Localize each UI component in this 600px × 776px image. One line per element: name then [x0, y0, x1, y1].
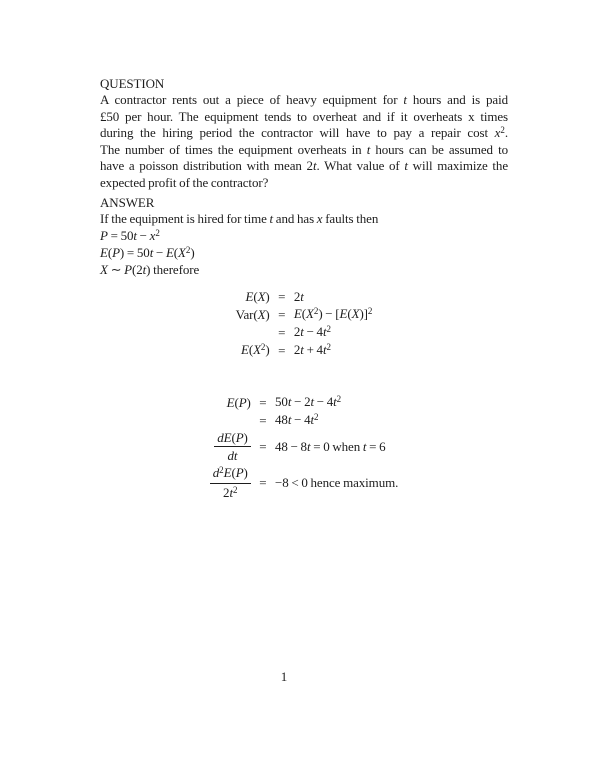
- math-variable: E: [339, 306, 348, 322]
- math-variable: X: [100, 262, 108, 278]
- superscript: 2: [314, 412, 319, 423]
- math-variable: t: [310, 394, 314, 410]
- math-variable: t: [300, 288, 304, 304]
- text-segment: −: [136, 227, 150, 243]
- text-segment: (: [248, 342, 254, 358]
- math-variable: X: [305, 306, 314, 322]
- math-variable: E: [100, 244, 108, 260]
- superscript: 2: [155, 227, 160, 238]
- text-segment: + 4: [303, 342, 323, 358]
- text-line: [100, 142, 508, 158]
- equation-row: [210, 394, 399, 412]
- text-segment: hours and is paid: [406, 92, 508, 108]
- math-variable: dt: [227, 448, 238, 464]
- text-segment: hours can be assumed to: [370, 142, 508, 158]
- text-segment: −8 < 0 hence maximum.: [275, 475, 399, 491]
- fraction: [214, 430, 251, 464]
- question-heading: QUESTION: [100, 76, 165, 91]
- text-segment: (: [234, 394, 239, 410]
- equation-row: [236, 324, 373, 342]
- superscript: 2: [260, 342, 266, 353]
- text-segment: and has: [273, 211, 317, 227]
- text-segment: ) = 50: [119, 244, 150, 260]
- text-segment: faults then: [322, 211, 379, 227]
- text-segment: 2: [293, 342, 301, 358]
- equation-lhs: [236, 289, 270, 306]
- equation-rhs: [275, 464, 398, 502]
- text-segment: ) − [: [318, 306, 340, 322]
- text-segment: 2: [223, 484, 230, 500]
- math-variable: t: [229, 484, 233, 500]
- math-variable: x: [149, 227, 156, 243]
- equation-lhs: [210, 412, 251, 430]
- text-segment: ): [190, 244, 195, 260]
- text-segment: = 0 when: [310, 439, 363, 455]
- math-variable: X: [253, 342, 261, 358]
- text-segment: −: [153, 244, 166, 260]
- math-variable: d: [212, 464, 220, 480]
- math-variable: t: [269, 211, 274, 227]
- superscript: 2: [500, 124, 505, 135]
- equation-rhs: [294, 289, 373, 306]
- equation-relation: =: [259, 439, 267, 455]
- text-segment: (: [231, 430, 236, 446]
- text-segment: 48 − 8: [275, 439, 307, 455]
- text-segment: Var(: [235, 306, 258, 322]
- equation-lhs: [236, 306, 270, 324]
- superscript: 2: [313, 306, 319, 317]
- equation-lhs: [210, 394, 251, 412]
- equation-relation: =: [259, 412, 267, 428]
- text-segment: (: [347, 306, 352, 322]
- document-content: [100, 76, 508, 503]
- math-variable: P: [235, 464, 244, 480]
- fraction-denominator: [210, 484, 251, 503]
- superscript: 2: [326, 342, 331, 353]
- text-segment: ∼: [107, 262, 125, 278]
- math-variable: t: [310, 412, 314, 428]
- text-segment: − 2: [291, 394, 311, 410]
- text-segment: If the equipment is hired for time: [100, 211, 270, 227]
- equation-row: [210, 464, 399, 502]
- superscript: 2: [367, 306, 373, 317]
- text-line: [100, 175, 508, 191]
- math-variable: t: [312, 158, 317, 174]
- text-segment: . What value of: [316, 158, 405, 174]
- equation-relation: =: [259, 394, 267, 410]
- text-segment: (: [231, 464, 236, 480]
- text-segment: (: [107, 244, 113, 260]
- equation-rhs: [275, 412, 398, 430]
- math-variable: E: [223, 464, 232, 480]
- text-segment: ) therefore: [146, 262, 200, 278]
- text-segment: )]: [359, 306, 368, 322]
- text-segment: £50 per hour. The equipment tends to overheat and if it overheats x times: [100, 108, 508, 124]
- equation-rhs: [294, 342, 373, 360]
- math-variable: X: [257, 306, 266, 322]
- math-variable: t: [322, 324, 327, 340]
- text-line: [100, 92, 508, 108]
- math-variable: E: [293, 306, 302, 322]
- math-variable: t: [142, 262, 147, 278]
- math-variable: E: [165, 244, 174, 260]
- text-segment: − 4: [314, 394, 334, 410]
- equation-relation: =: [278, 306, 286, 322]
- equation-row: [210, 412, 399, 430]
- text-segment: will maximize the: [407, 158, 509, 174]
- equation-lhs: [210, 464, 251, 502]
- math-variable: E: [241, 342, 249, 358]
- text-segment: 2: [293, 324, 301, 340]
- text-line: [100, 158, 508, 174]
- superscript: 2: [336, 394, 342, 405]
- math-variable: t: [362, 439, 367, 455]
- text-segment: 2: [293, 288, 301, 304]
- math-variable: t: [366, 142, 371, 158]
- math-variable: E: [226, 394, 235, 410]
- text-segment: during the hiring period the contractor will have to pay a repair cost: [100, 124, 495, 140]
- equation-rhs: [275, 394, 398, 412]
- equation-lhs: [210, 430, 251, 464]
- text-segment: = 6: [366, 439, 386, 455]
- answer-heading: ANSWER: [100, 195, 155, 211]
- text-segment: expected profit of the contractor?: [100, 174, 269, 190]
- text-line: [100, 228, 508, 245]
- text-segment: .: [504, 124, 508, 140]
- text-segment: 48: [275, 412, 288, 428]
- equation-block-2: [210, 394, 399, 503]
- equation-row: [236, 289, 373, 306]
- equation-rhs: [294, 306, 373, 324]
- equation-row: [236, 306, 373, 324]
- fraction-numerator: [210, 465, 251, 484]
- math-variable: P: [100, 227, 108, 243]
- math-variable: t: [404, 158, 408, 174]
- equation-block-1: [236, 289, 373, 360]
- text-segment: − 4: [291, 412, 311, 428]
- equation-lhs: [236, 342, 270, 360]
- equation-lhs: [236, 324, 270, 342]
- text-segment: − 4: [303, 324, 323, 340]
- answer-lines: [100, 211, 508, 278]
- math-variable: P: [124, 262, 132, 278]
- math-variable: t: [300, 324, 304, 340]
- text-segment: A contractor rents out a piece of heavy equipment for: [100, 92, 404, 108]
- text-segment: ): [265, 306, 270, 322]
- equation-rhs: [275, 430, 398, 464]
- text-segment: have a poisson distribution with mean 2: [100, 158, 313, 174]
- math-variable: X: [178, 244, 186, 260]
- math-variable: X: [351, 306, 360, 322]
- math-variable: t: [306, 439, 311, 455]
- math-variable: t: [403, 92, 407, 108]
- math-variable: P: [112, 244, 120, 260]
- text-segment: (2: [131, 262, 143, 278]
- text-segment: ): [246, 394, 251, 410]
- text-line: [100, 262, 508, 278]
- equation-relation: =: [278, 342, 286, 358]
- math-variable: t: [133, 227, 137, 243]
- fraction: [210, 465, 251, 503]
- text-segment: ): [243, 464, 248, 480]
- text-line: [100, 125, 508, 142]
- math-variable: dE: [217, 430, 232, 446]
- superscript: 2: [326, 324, 331, 335]
- text-segment: ): [265, 342, 270, 358]
- math-variable: x: [494, 124, 501, 140]
- math-variable: t: [287, 394, 292, 410]
- text-segment: = 50: [107, 227, 134, 243]
- math-variable: t: [300, 342, 304, 358]
- fraction-denominator: [214, 447, 251, 464]
- text-segment: ): [243, 430, 248, 446]
- text-segment: (: [253, 288, 258, 304]
- equation-relation: =: [278, 324, 286, 340]
- text-line: [100, 109, 508, 125]
- text-line: [100, 245, 508, 262]
- equation-rhs: [294, 324, 373, 342]
- text-segment: ): [265, 288, 270, 304]
- question-paragraph: [100, 92, 508, 191]
- math-variable: P: [238, 394, 247, 410]
- text-segment: (: [173, 244, 179, 260]
- math-variable: P: [235, 430, 244, 446]
- text-line: [100, 211, 508, 227]
- superscript: 2: [219, 464, 224, 475]
- math-variable: t: [333, 394, 337, 410]
- equation-relation: =: [259, 475, 267, 491]
- text-segment: (: [301, 306, 306, 322]
- math-variable: t: [287, 412, 292, 428]
- math-variable: E: [245, 288, 254, 304]
- fraction-numerator: [214, 430, 251, 447]
- superscript: 2: [232, 484, 238, 495]
- text-segment: The number of times the equipment overheats in: [100, 142, 367, 158]
- math-variable: t: [149, 244, 154, 260]
- equation-row: [236, 342, 373, 360]
- equation-relation: =: [278, 288, 286, 304]
- math-variable: t: [322, 342, 327, 358]
- math-variable: X: [257, 288, 266, 304]
- superscript: 2: [185, 244, 191, 255]
- page-number: 1: [280, 669, 288, 684]
- text-segment: 50: [275, 394, 288, 410]
- equation-row: [210, 430, 399, 464]
- math-variable: x: [316, 211, 323, 227]
